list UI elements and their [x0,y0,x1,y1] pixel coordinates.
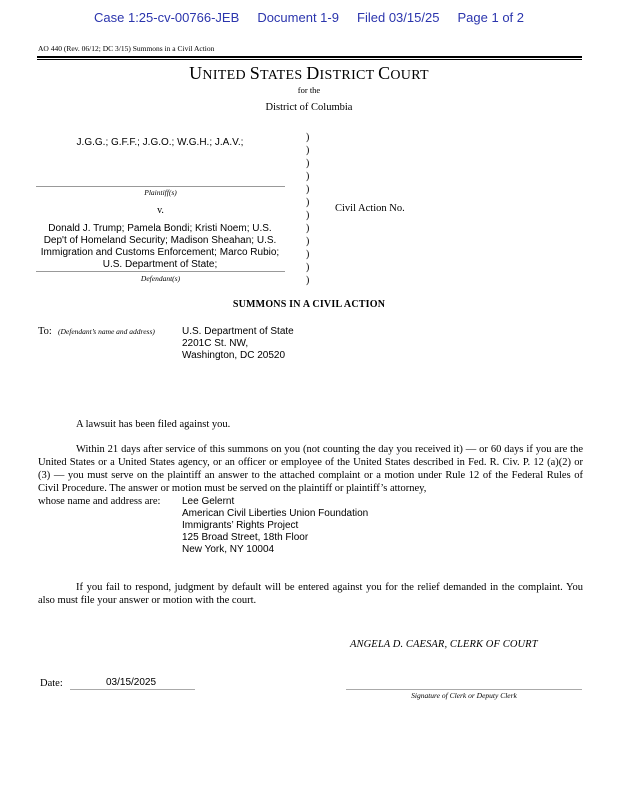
default-judgment-paragraph: If you fail to respond, judgment by default will be entered against you for the relief demanded in the complaint. You also must file your answer or motion with the court. [38,582,583,606]
ecf-filing-header [0,10,618,25]
address-line: New York, NY 10004 [182,544,275,555]
date-value: 03/15/2025 [106,677,157,688]
address-line: U.S. Department of State [182,326,294,337]
defendants-label: Defendant(s) [140,274,181,283]
address-line: Lee Gelernt [182,496,235,507]
civil-action-label: Civil Action No. [335,203,405,214]
defendants-names: Donald J. Trump; Pamela Bondi; Kristi Noem; U.S. Dep't of Homeland Security; Madison Sheahan; U.S. Immigration and Customs Enforcement; Marco Rubio; U.S. Department of State; [40,223,280,270]
signature-label: Signature of Clerk or Deputy Clerk [411,691,517,700]
court-title: UNITED STATES DISTRICT COURT [189,63,429,83]
ecf-filed-date: Filed 03/15/25 [357,10,440,25]
plaintiffs-rule [36,186,285,187]
date-label: Date: [40,678,63,689]
defendants-rule [36,271,285,272]
plaintiffs-names: J.G.G.; G.F.F.; J.G.O.; W.G.H.; J.A.V.; [76,137,244,148]
header-rule-thick [37,56,582,58]
to-hint: (Defendant’s name and address) [58,327,155,336]
lawsuit-notice: A lawsuit has been filed against you. [76,419,231,430]
form-identifier: AO 440 (Rev. 06/12; DC 3/15) Summons in a Civil Action [38,44,215,53]
attorney-intro-line: whose name and address are: [38,496,161,507]
ecf-page-number: Page 1 of 2 [457,10,524,25]
to-label: To: [38,326,52,337]
versus-text: v. [157,205,164,216]
address-line: 2201C St. NW, [182,338,249,349]
address-line: American Civil Liberties Union Foundation [182,508,369,519]
defendant-address [182,326,294,362]
address-line: 125 Broad Street, 18th Floor [182,532,309,543]
header-rule-thin [37,59,582,60]
caption-parentheses: ) ) ) ) ) ) ) ) ) ) ) ) [306,132,310,286]
address-line: Washington, DC 20520 [182,350,286,361]
ecf-document-number: Document 1-9 [257,10,339,25]
summons-heading: SUMMONS IN A CIVIL ACTION [232,299,386,310]
plaintiffs-label: Plaintiff(s) [144,188,177,197]
ecf-case-number: Case 1:25-cv-00766-JEB [94,10,240,25]
district-name: District of Columbia [265,102,353,113]
for-the-text: for the [297,85,321,95]
attorney-address [182,496,368,556]
signature-rule [346,689,582,690]
response-deadline-paragraph: Within 21 days after service of this summons on you (not counting the day you received it) — or 60 days if you are the United States or a United States agency, or an officer or employee of the United States described in Fed. R. Civ. P. 12 (a)(2) or (3) — you must serve on the plaintiff an answer to the attached complaint or a motion under Rule 12 of the Federal Rules of Civil Procedure. The answer or motion must be served on the plaintiff or plaintiff’s attorney, [38,444,583,494]
date-rule [70,689,195,690]
address-line: Immigrants’ Rights Project [182,520,299,531]
clerk-of-court-name: ANGELA D. CAESAR, CLERK OF COURT [350,639,538,650]
